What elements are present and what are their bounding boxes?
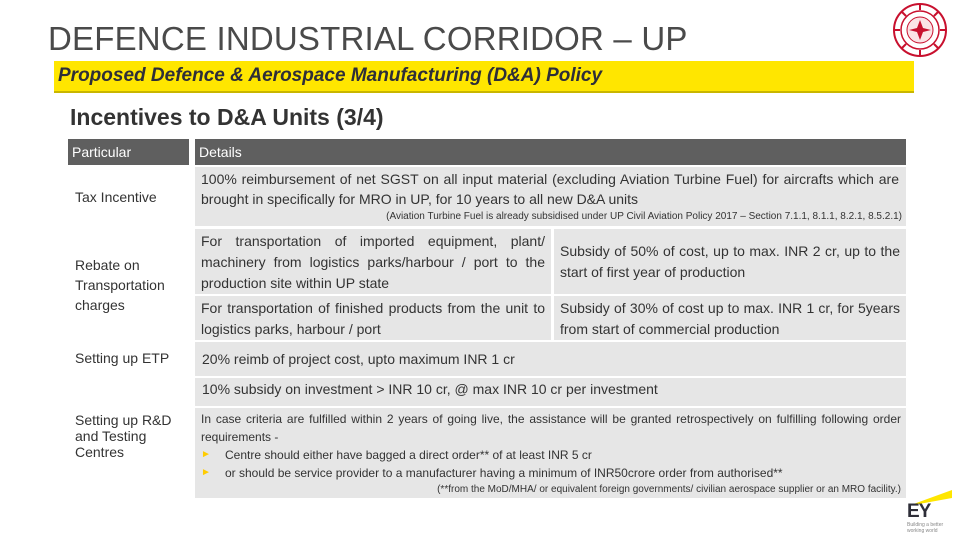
tax-incentive-note: (Aviation Turbine Fuel is already subsidised under UP Civil Aviation Policy 2017 – Section 7.1.1, 8.1.1, 8.2.1, 8.5.2.1) [386,211,902,222]
page-title: DEFENCE INDUSTRIAL CORRIDOR – UP [48,20,688,57]
rebate-row1-left-text: For transportation of imported equipment, plant/ machinery from logistics parks/harbour / port to the production site within UP state [201,233,545,291]
policy-banner [54,61,914,93]
header-details: Details [195,139,906,165]
up-government-seal-icon [892,2,948,58]
arrow-bullet-icon: ► [201,449,211,460]
label-rnd-centres: Setting up R&D and Testing Centres [75,412,172,460]
rnd-bullet-1-text: Centre should either have bagged a direct order** of at least INR 5 cr [225,448,592,462]
label-tax-incentive: Tax Incentive [75,189,157,205]
ey-logo-text: EY [907,501,931,522]
ey-tagline: Building a better working world [907,522,944,534]
rnd-footnote: (**from the MoD/MHA/ or equivalent foreign governments/ civilian aerospace supplier or an MRO facility.) [437,484,901,495]
rebate-row2-left-text: For transportation of finished products from the unit to logistics parks, harbour / port [201,300,545,337]
rnd-bullet-1 [199,446,899,464]
tax-incentive-text: 100% reimbursement of net SGST on all input material (excluding Aviation Turbine Fuel) for aircrafts which are brought in specifically for MRO in UP, for 10 years to all new D&A units [201,171,899,207]
rnd-line1: 10% subsidy on investment > INR 10 cr, @ max INR 10 cr per investment [202,381,658,397]
header-particular: Particular [68,139,189,165]
rnd-bullet-2-text: or should be service provider to a manufacturer having a minimum of INR50crore order from authorised** [225,466,783,480]
label-etp: Setting up ETP [75,350,170,366]
etp-text: 20% reimb of project cost, upto maximum INR 1 cr [202,351,515,367]
rebate-row2-right-text: Subsidy of 30% of cost up to max. INR 1 cr, for 5years from start of commercial production [560,300,900,337]
section-subtitle: Incentives to D&A Units (3/4) [70,104,384,130]
rebate-row1-right-text: Subsidy of 50% of cost, up to max. INR 2 cr, up to the start of first year of production [560,243,900,280]
rnd-line2: In case criteria are fulfilled within 2 years of going live, the assistance will be granted retrospectively on fulfilling following order requirements - [201,412,901,444]
rnd-bullet-2 [199,464,899,482]
arrow-bullet-icon: ► [201,467,211,478]
banner-text: Proposed Defence & Aerospace Manufacturing (D&A) Policy [58,65,603,86]
label-rebate-transport: Rebate on Transportation charges [75,257,165,313]
